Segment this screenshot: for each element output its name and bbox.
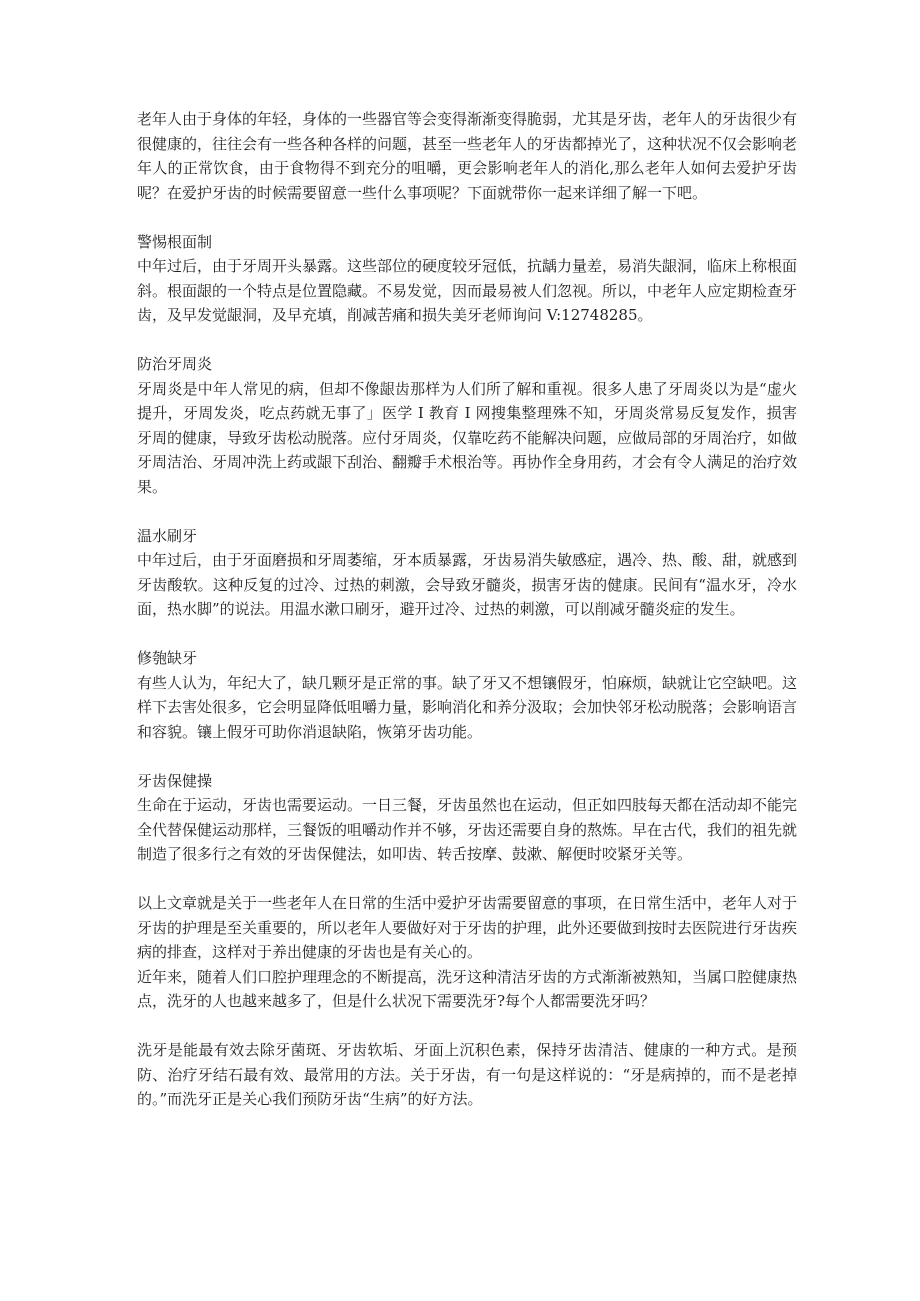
paragraph-gap bbox=[137, 867, 797, 892]
paragraph-gap bbox=[137, 205, 797, 230]
section-body: 生命在于运动，牙齿也需要运动。一日三餐，牙齿虽然也在运动，但正如四肢每天都在活动却不能完全代替保健运动那样，三餐饭的咀嚼动作并不够，牙齿还需要自身的熬炼。早在古代，我们的祖先就制造了很多行之有效的牙齿保健法，如叩齿、转舌按摩、鼓漱、解便时咬紧牙关等。 bbox=[137, 796, 798, 863]
section-heading: 警惕根面制 bbox=[137, 232, 213, 251]
section-heading: 修匏缺牙 bbox=[137, 649, 198, 667]
paragraph-gap bbox=[137, 328, 797, 353]
final-paragraph: 洗牙是能最有效去除牙菌斑、牙齿软垢、牙面上沉积色素，保持牙齿清洁、健康的一种方式。是预防、治疗牙结石最有效、最常用的方法。关于牙齿，有一句是这样说的：“牙是病掉的，而不是老掉的。”而洗牙正是关心我们预防牙齿“生病”的好方法。 bbox=[137, 1041, 797, 1108]
paragraph-gap bbox=[137, 744, 797, 769]
section-body: 中年过后，由于牙面磨损和牙周萎缩，牙本质暴露，牙齿易消失敏感症，遇冷、热、酸、甜，就感到牙齿酸软。这种反复的过冷、过热的刺激，会导致牙髓炎，损害牙齿的健康。民间有“温水牙，冷水面，热水脚”的说法。用温水漱口刷牙，避开过冷、过热的刺激，可以削减牙髓炎症的发生。 bbox=[137, 551, 798, 618]
section-body: 牙周炎是中年人常见的病，但却不像龈齿那样为人们所了解和重视。很多人患了牙周炎以为是“虚火提升，牙周发炎，吃点药就无事了」医学 I 教育 I 网搜集整理殊不知，牙周炎常易反复发作，损害牙周的健康，导致牙齿松动脱落。应付牙周炎，仅靠吃药不能解决问题，应做局部的牙周治疗，如做牙周洁治、牙周冲洗上药或龈下刮治、翻瓣手术根治等。再协作全身用药，才会有令人满足的治疗效果。 bbox=[137, 379, 798, 496]
paragraph-gap bbox=[137, 499, 797, 524]
document-content bbox=[137, 107, 797, 1112]
intro-paragraph: 老年人由于身体的年轻，身体的一些器官等会变得渐渐变得脆弱，尤其是牙齿，老年人的牙齿很少有很健康的，往往会有一些各种各样的问题，甚至一些老年人的牙齿都掉光了，这种状况不仅会影响老年人的正常饮食，由于食物得不到充分的咀嚼，更会影响老年人的消化,那么老年人如何去爱护牙齿呢？在爱护牙齿的时候需要留意一些什么事项呢？下面就带你一起来详细了解一下吧。 bbox=[137, 110, 798, 202]
paragraph-gap bbox=[137, 622, 797, 647]
section-heading: 牙齿保健操 bbox=[137, 771, 213, 790]
section-heading: 温水刷牙 bbox=[137, 526, 198, 545]
section-body: 中年过后，由于牙周开头暴露。这些部位的硬度较牙冠低，抗龋力量差，易消失龈洞，临床上称根面斜。根面龈的一个特点是位置隐藏。不易发觉，因而最易被人们忽视。所以，中老年人应定期检查牙齿，及早发觉龈洞，及早充填，削减苦痛和损失美牙老师询问 V:12748285。 bbox=[137, 257, 798, 324]
paragraph-gap bbox=[137, 1014, 797, 1039]
section-body: 有些人认为，年纪大了，缺几颗牙是正常的事。缺了牙又不想镶假牙，怕麻烦，缺就让它空缺吧。这样下去害处很多，它会明显降低咀嚼力量，影响消化和养分汲取；会加快邻牙松动脱落；会影响语言和容貌。镶上假牙可助你消退缺陷，恢第牙齿功能。 bbox=[137, 673, 798, 741]
recent-paragraph: 近年来，随着人们口腔护理理念的不断提高，洗牙这种清洁牙齿的方式渐渐被熟知，当属口腔健康热点，洗牙的人也越来越多了，但是什么状况下需要洗牙?每个人都需要洗牙吗？ bbox=[137, 967, 798, 1010]
section-heading: 防治牙周炎 bbox=[137, 355, 213, 373]
closing-paragraph: 以上文章就是关于一些老年人在日常的生活中爱护牙齿需要留意的事项，在日常生活中，老年人对于牙齿的护理是至关重要的，所以老年人要做好对于牙齿的护理，此外还要做到按时去医院进行牙齿疾病的排查，这样对于养出健康的牙齿也是有关心的。 bbox=[137, 894, 798, 961]
